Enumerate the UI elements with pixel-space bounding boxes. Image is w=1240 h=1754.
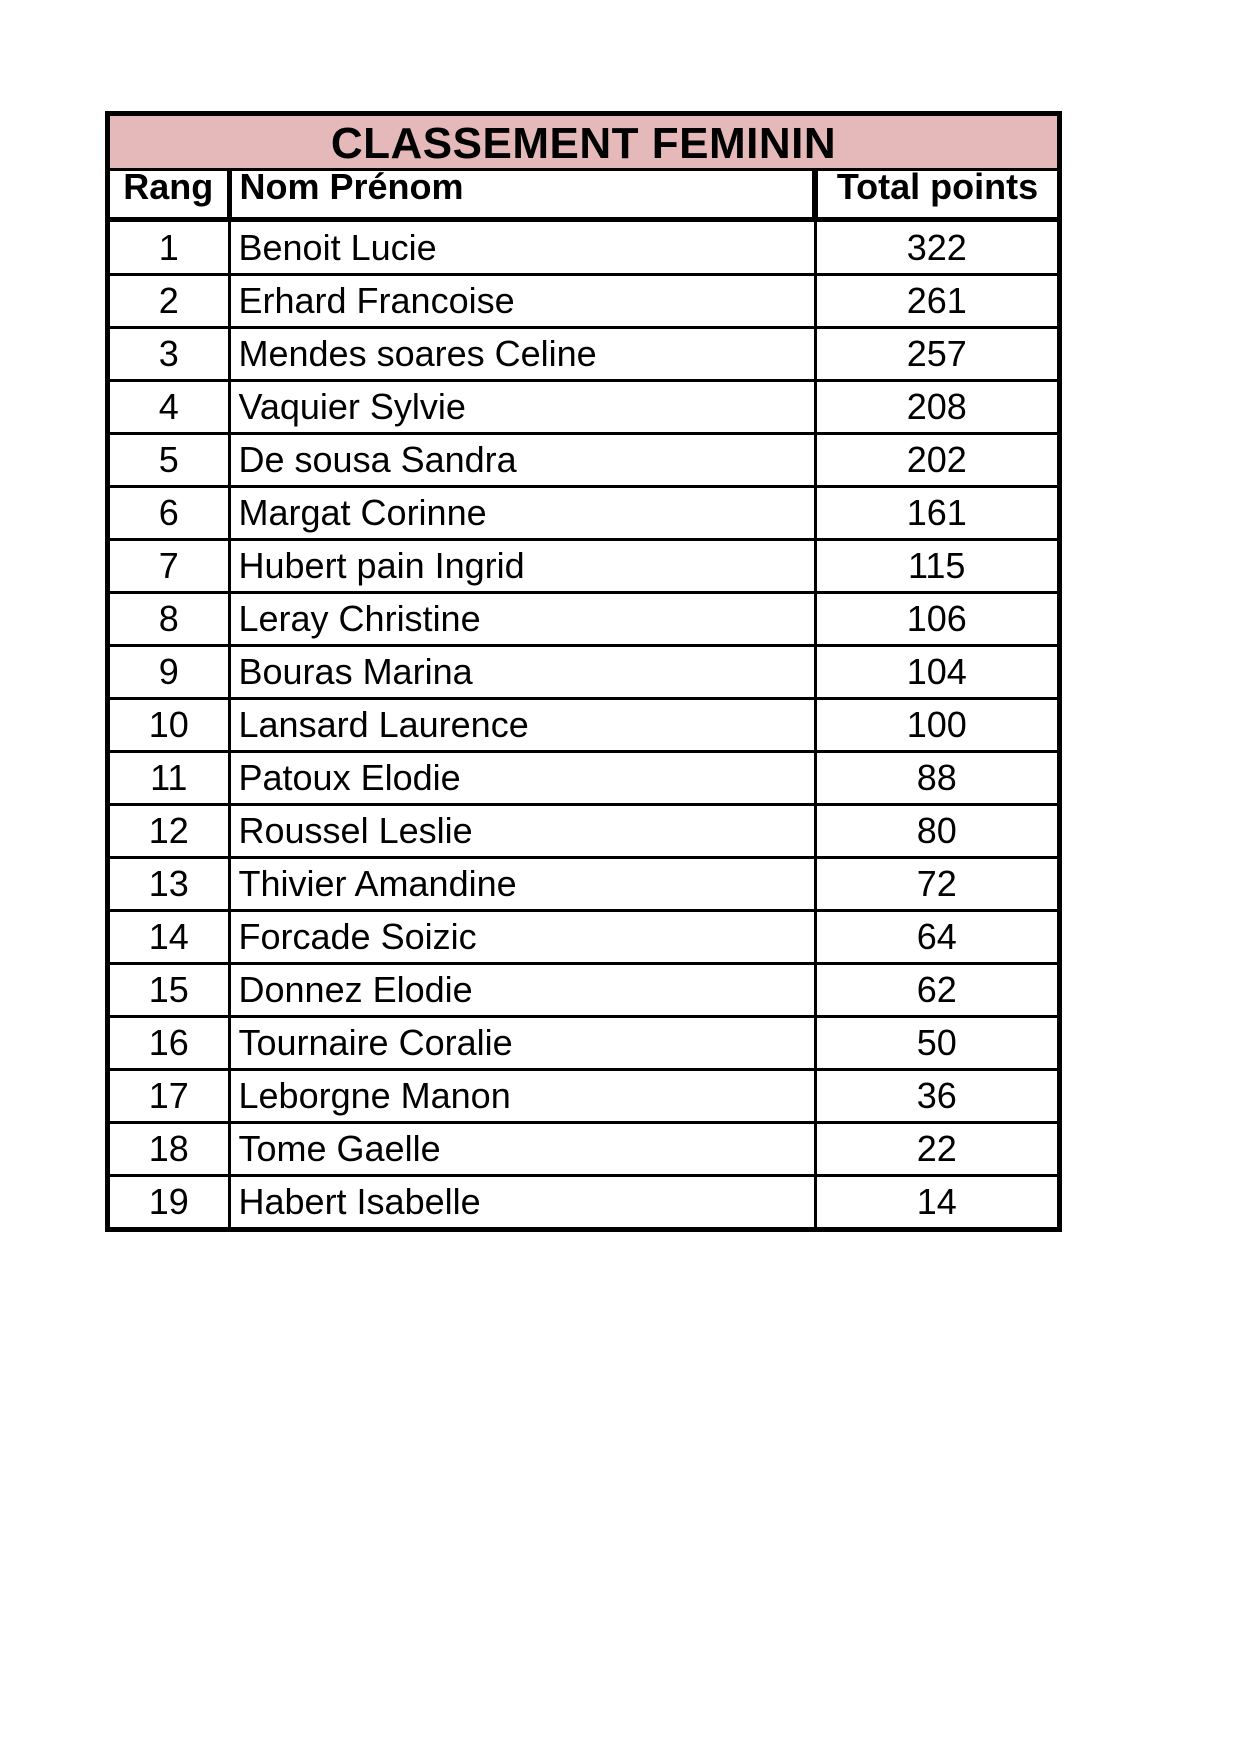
name-cell: Margat Corinne	[229, 487, 815, 540]
name-cell: Hubert pain Ingrid	[229, 540, 815, 593]
column-header-points: Total points	[815, 171, 1057, 220]
rank-cell: 5	[110, 434, 229, 487]
points-cell: 64	[815, 911, 1057, 964]
name-cell: Mendes soares Celine	[229, 328, 815, 381]
table-row	[110, 593, 1057, 646]
points-cell: 88	[815, 752, 1057, 805]
table-row	[110, 487, 1057, 540]
points-cell: 36	[815, 1070, 1057, 1123]
points-cell: 208	[815, 381, 1057, 434]
name-cell: Forcade Soizic	[229, 911, 815, 964]
points-cell: 50	[815, 1017, 1057, 1070]
name-cell: Habert Isabelle	[229, 1176, 815, 1228]
rank-cell: 9	[110, 646, 229, 699]
table-row	[110, 752, 1057, 805]
rank-cell: 17	[110, 1070, 229, 1123]
table-row	[110, 328, 1057, 381]
sheet-title: CLASSEMENT FEMININ	[110, 116, 1057, 171]
points-cell: 14	[815, 1176, 1057, 1228]
name-cell: Erhard Francoise	[229, 275, 815, 328]
name-cell: Thivier Amandine	[229, 858, 815, 911]
points-cell: 104	[815, 646, 1057, 699]
table-row	[110, 220, 1057, 275]
name-cell: Lansard Laurence	[229, 699, 815, 752]
points-cell: 261	[815, 275, 1057, 328]
points-cell: 72	[815, 858, 1057, 911]
name-cell: Tournaire Coralie	[229, 1017, 815, 1070]
table-row	[110, 540, 1057, 593]
table-row	[110, 699, 1057, 752]
table-row	[110, 1176, 1057, 1228]
table-row	[110, 646, 1057, 699]
rank-cell: 7	[110, 540, 229, 593]
name-cell: Tome Gaelle	[229, 1123, 815, 1176]
name-cell: Donnez Elodie	[229, 964, 815, 1017]
points-cell: 62	[815, 964, 1057, 1017]
rank-cell: 8	[110, 593, 229, 646]
rank-cell: 18	[110, 1123, 229, 1176]
rank-cell: 15	[110, 964, 229, 1017]
name-cell: Patoux Elodie	[229, 752, 815, 805]
name-cell: De sousa Sandra	[229, 434, 815, 487]
name-cell: Bouras Marina	[229, 646, 815, 699]
rank-cell: 19	[110, 1176, 229, 1228]
points-cell: 202	[815, 434, 1057, 487]
name-cell: Leray Christine	[229, 593, 815, 646]
name-cell: Benoit Lucie	[229, 220, 815, 275]
name-cell: Roussel Leslie	[229, 805, 815, 858]
table-row	[110, 275, 1057, 328]
column-header-name: Nom Prénom	[229, 171, 815, 220]
table-row	[110, 858, 1057, 911]
rank-cell: 10	[110, 699, 229, 752]
table-row	[110, 964, 1057, 1017]
points-cell: 322	[906, 226, 967, 268]
ranking-sheet	[105, 111, 1062, 1232]
rank-cell: 11	[110, 752, 229, 805]
rank-cell: 16	[110, 1017, 229, 1070]
rank-cell: 2	[110, 275, 229, 328]
table-row	[110, 911, 1057, 964]
points-cell: 161	[815, 487, 1057, 540]
points-cell: 106	[815, 593, 1057, 646]
rank-cell: 4	[110, 381, 229, 434]
rank-cell: 12	[110, 805, 229, 858]
points-cell: 22	[815, 1123, 1057, 1176]
name-cell: Vaquier Sylvie	[229, 381, 815, 434]
table-row	[110, 434, 1057, 487]
points-cell: 80	[815, 805, 1057, 858]
ranking-rows	[110, 220, 1057, 1228]
rank-cell: 13	[110, 858, 229, 911]
table-row	[110, 1070, 1057, 1123]
ranking-table	[110, 171, 1057, 1227]
column-header-rank: Rang	[110, 171, 229, 220]
table-row	[110, 381, 1057, 434]
table-row	[110, 1123, 1057, 1176]
rank-cell: 1	[110, 220, 229, 275]
points-cell: 100	[815, 699, 1057, 752]
rank-cell: 14	[110, 911, 229, 964]
rank-cell: 6	[110, 487, 229, 540]
rank-cell: 3	[110, 328, 229, 381]
table-row	[110, 805, 1057, 858]
points-cell: 257	[815, 328, 1057, 381]
table-row	[110, 1017, 1057, 1070]
points-cell: 115	[815, 540, 1057, 593]
name-cell: Leborgne Manon	[229, 1070, 815, 1123]
header-row	[110, 171, 1057, 220]
